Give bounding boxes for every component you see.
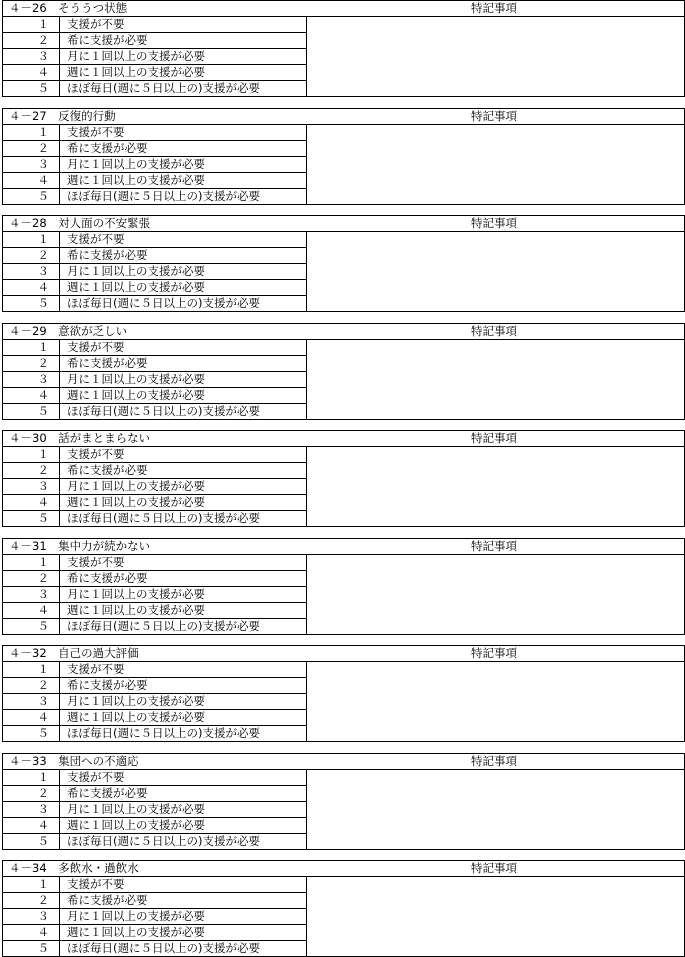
option-number: ３ (3, 694, 60, 710)
option-number: ５ (3, 189, 60, 205)
option-row[interactable] (3, 726, 306, 742)
option-row[interactable] (3, 264, 306, 280)
option-text: 希に支援が必要 (67, 463, 148, 477)
special-notes-field[interactable] (307, 555, 684, 634)
item-header (3, 754, 684, 770)
option-text: 支援が不要 (67, 877, 125, 891)
option-row[interactable] (3, 770, 306, 786)
option-number: ５ (3, 619, 60, 635)
option-number: １ (3, 770, 60, 786)
option-number: ４ (3, 280, 60, 296)
option-row[interactable] (3, 555, 306, 571)
option-number: ３ (3, 909, 60, 925)
option-number: ４ (3, 65, 60, 81)
option-text: 月に１回以上の支援が必要 (67, 49, 205, 63)
option-text: 月に１回以上の支援が必要 (67, 372, 205, 386)
option-number: １ (3, 877, 60, 893)
option-text: 週に１回以上の支援が必要 (67, 603, 205, 617)
special-notes-label: 特記事項 (471, 216, 517, 230)
special-notes-field[interactable] (307, 662, 684, 741)
option-text: 希に支援が必要 (67, 786, 148, 800)
option-list (3, 447, 306, 527)
option-row[interactable] (3, 941, 306, 957)
option-number: ４ (3, 388, 60, 404)
option-number: １ (3, 125, 60, 141)
option-row[interactable] (3, 189, 306, 205)
option-text: 支援が不要 (67, 17, 125, 31)
option-text: ほぼ毎日(週に５日以上の)支援が必要 (67, 834, 260, 848)
option-number: ２ (3, 248, 60, 264)
option-list (3, 877, 306, 957)
option-text: 希に支援が必要 (67, 33, 148, 47)
option-row[interactable] (3, 678, 306, 694)
special-notes-label: 特記事項 (471, 109, 517, 123)
option-number: １ (3, 447, 60, 463)
option-text: 週に１回以上の支援が必要 (67, 173, 205, 187)
assessment-item (2, 645, 685, 742)
option-text: 希に支援が必要 (67, 141, 148, 155)
option-number: ４ (3, 818, 60, 834)
option-list (3, 770, 306, 850)
option-number: １ (3, 555, 60, 571)
option-number: ３ (3, 264, 60, 280)
option-text: 希に支援が必要 (67, 678, 148, 692)
option-text: 支援が不要 (67, 340, 125, 354)
option-row[interactable] (3, 141, 306, 157)
option-number: ３ (3, 49, 60, 65)
item-title: ４－32 自己の過大評価 (9, 646, 139, 660)
option-row[interactable] (3, 571, 306, 587)
option-list (3, 125, 306, 205)
option-row[interactable] (3, 388, 306, 404)
option-row[interactable] (3, 17, 306, 33)
option-row[interactable] (3, 710, 306, 726)
special-notes-label: 特記事項 (471, 324, 517, 338)
option-row[interactable] (3, 603, 306, 619)
option-number: ３ (3, 479, 60, 495)
option-row[interactable] (3, 925, 306, 941)
option-number: １ (3, 232, 60, 248)
option-number: ２ (3, 893, 60, 909)
special-notes-field[interactable] (307, 447, 684, 526)
option-number: １ (3, 17, 60, 33)
option-number: ２ (3, 463, 60, 479)
option-number: ３ (3, 157, 60, 173)
item-title: ４－26 そううつ状態 (9, 1, 128, 15)
assessment-item (2, 753, 685, 850)
option-row[interactable] (3, 340, 306, 356)
option-row[interactable] (3, 479, 306, 495)
option-number: ２ (3, 571, 60, 587)
assessment-item (2, 430, 685, 527)
option-list (3, 17, 306, 97)
option-number: ３ (3, 802, 60, 818)
option-row[interactable] (3, 909, 306, 925)
option-number: ４ (3, 173, 60, 189)
option-text: 希に支援が必要 (67, 893, 148, 907)
option-text: 週に１回以上の支援が必要 (67, 925, 205, 939)
option-row[interactable] (3, 280, 306, 296)
item-title: ４－28 対人面の不安緊張 (9, 216, 151, 230)
option-number: ２ (3, 33, 60, 49)
option-text: 希に支援が必要 (67, 571, 148, 585)
option-row[interactable] (3, 463, 306, 479)
option-number: ２ (3, 356, 60, 372)
option-number: ４ (3, 710, 60, 726)
option-text: 週に１回以上の支援が必要 (67, 388, 205, 402)
option-row[interactable] (3, 587, 306, 603)
option-row[interactable] (3, 372, 306, 388)
option-text: ほぼ毎日(週に５日以上の)支援が必要 (67, 941, 260, 955)
assessment-item (2, 215, 685, 312)
option-row[interactable] (3, 33, 306, 49)
option-text: 週に１回以上の支援が必要 (67, 280, 205, 294)
option-text: ほぼ毎日(週に５日以上の)支援が必要 (67, 81, 260, 95)
option-number: ５ (3, 81, 60, 97)
option-row[interactable] (3, 495, 306, 511)
option-row[interactable] (3, 511, 306, 527)
option-text: ほぼ毎日(週に５日以上の)支援が必要 (67, 619, 260, 633)
option-row[interactable] (3, 877, 306, 893)
option-text: 週に１回以上の支援が必要 (67, 495, 205, 509)
assessment-item (2, 108, 685, 205)
option-number: ５ (3, 834, 60, 850)
option-row[interactable] (3, 232, 306, 248)
option-row[interactable] (3, 619, 306, 635)
option-number: １ (3, 340, 60, 356)
option-number: ５ (3, 296, 60, 312)
special-notes-label: 特記事項 (471, 431, 517, 445)
item-header (3, 646, 684, 662)
option-text: 希に支援が必要 (67, 248, 148, 262)
option-row[interactable] (3, 786, 306, 802)
option-text: 月に１回以上の支援が必要 (67, 802, 205, 816)
item-header (3, 431, 684, 447)
option-number: ５ (3, 404, 60, 420)
option-number: ４ (3, 495, 60, 511)
item-header (3, 539, 684, 555)
assessment-item (2, 0, 685, 97)
option-text: ほぼ毎日(週に５日以上の)支援が必要 (67, 511, 260, 525)
special-notes-label: 特記事項 (471, 754, 517, 768)
option-text: ほぼ毎日(週に５日以上の)支援が必要 (67, 404, 260, 418)
option-number: ２ (3, 786, 60, 802)
option-row[interactable] (3, 296, 306, 312)
option-row[interactable] (3, 65, 306, 81)
option-row[interactable] (3, 662, 306, 678)
option-number: ２ (3, 678, 60, 694)
option-row[interactable] (3, 356, 306, 372)
item-title: ４－31 集中力が続かない (9, 539, 151, 553)
option-text: 支援が不要 (67, 555, 125, 569)
option-text: 週に１回以上の支援が必要 (67, 818, 205, 832)
item-header (3, 1, 684, 17)
option-text: 月に１回以上の支援が必要 (67, 479, 205, 493)
option-list (3, 555, 306, 635)
option-text: 希に支援が必要 (67, 356, 148, 370)
special-notes-label: 特記事項 (471, 646, 517, 660)
assessment-item (2, 538, 685, 635)
option-number: ４ (3, 603, 60, 619)
option-row[interactable] (3, 834, 306, 850)
option-text: 支援が不要 (67, 662, 125, 676)
option-number: １ (3, 662, 60, 678)
option-list (3, 340, 306, 420)
option-row[interactable] (3, 694, 306, 710)
option-row[interactable] (3, 125, 306, 141)
special-notes-field[interactable] (307, 340, 684, 419)
option-row[interactable] (3, 49, 306, 65)
assessment-item (2, 323, 685, 420)
item-header (3, 109, 684, 125)
option-text: ほぼ毎日(週に５日以上の)支援が必要 (67, 296, 260, 310)
special-notes-label: 特記事項 (471, 861, 517, 875)
option-number: ３ (3, 372, 60, 388)
option-text: 支援が不要 (67, 770, 125, 784)
option-text: 週に１回以上の支援が必要 (67, 710, 205, 724)
option-row[interactable] (3, 447, 306, 463)
item-title: ４－34 多飲水・過飲水 (9, 861, 139, 875)
option-row[interactable] (3, 248, 306, 264)
item-header (3, 216, 684, 232)
option-text: 月に１回以上の支援が必要 (67, 157, 205, 171)
option-text: 月に１回以上の支援が必要 (67, 587, 205, 601)
special-notes-label: 特記事項 (471, 1, 517, 15)
option-text: 月に１回以上の支援が必要 (67, 909, 205, 923)
option-number: ５ (3, 726, 60, 742)
option-number: ２ (3, 141, 60, 157)
option-number: ３ (3, 587, 60, 603)
option-list (3, 232, 306, 312)
option-row[interactable] (3, 893, 306, 909)
option-text: 支援が不要 (67, 125, 125, 139)
item-title: ４－30 話がまとまらない (9, 431, 151, 445)
option-row[interactable] (3, 157, 306, 173)
option-row[interactable] (3, 173, 306, 189)
option-row[interactable] (3, 818, 306, 834)
option-text: 月に１回以上の支援が必要 (67, 264, 205, 278)
item-title: ４－27 反復的行動 (9, 109, 116, 123)
option-row[interactable] (3, 802, 306, 818)
option-number: ４ (3, 925, 60, 941)
option-text: 支援が不要 (67, 447, 125, 461)
assessment-item (2, 860, 685, 957)
special-notes-field[interactable] (307, 17, 684, 96)
option-text: 月に１回以上の支援が必要 (67, 694, 205, 708)
special-notes-field[interactable] (307, 770, 684, 849)
option-text: ほぼ毎日(週に５日以上の)支援が必要 (67, 189, 260, 203)
option-text: ほぼ毎日(週に５日以上の)支援が必要 (67, 726, 260, 740)
special-notes-field[interactable] (307, 232, 684, 311)
item-title: ４－29 意欲が乏しい (9, 324, 128, 338)
item-header (3, 324, 684, 340)
special-notes-field[interactable] (307, 877, 684, 956)
option-text: 支援が不要 (67, 232, 125, 246)
option-number: ５ (3, 941, 60, 957)
option-text: 週に１回以上の支援が必要 (67, 65, 205, 79)
special-notes-label: 特記事項 (471, 539, 517, 553)
option-list (3, 662, 306, 742)
item-header (3, 861, 684, 877)
item-title: ４－33 集団への不適応 (9, 754, 139, 768)
option-number: ５ (3, 511, 60, 527)
special-notes-field[interactable] (307, 125, 684, 204)
option-row[interactable] (3, 404, 306, 420)
option-row[interactable] (3, 81, 306, 97)
